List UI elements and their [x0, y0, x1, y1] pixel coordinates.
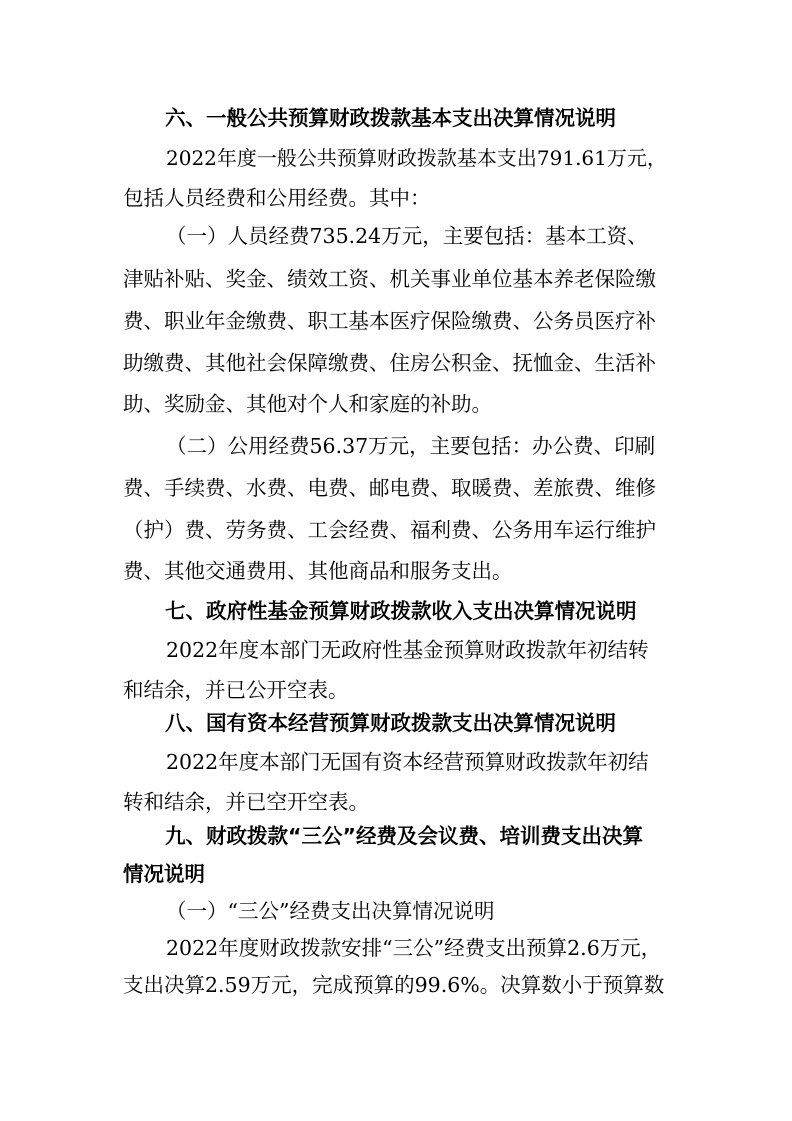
section-6-para2-line3: 费、职业年金缴费、职工基本医疗保险缴费、公务员医疗补 [123, 309, 656, 333]
section-6-para3-line4: 费、其他交通费用、其他商品和服务支出。 [123, 559, 513, 583]
section-8-line1: 2022年度本部门无国有资本经营预算财政拨款年初结 [166, 750, 649, 774]
section-6-para1-line2: 包括人员经费和公用经费。其中： [123, 186, 431, 210]
section-6-para3-line2: 费、手续费、水费、电费、邮电费、取暖费、差旅费、维修 [123, 476, 656, 500]
section-9-heading-line1: 九、财政拨款“三公”经费及会议费、培训费支出决算 [165, 824, 643, 848]
section-9-line2: 支出决算2.59万元，完成预算的99.6%。决算数小于预算数 [123, 973, 665, 997]
section-6-heading: 六、一般公共预算财政拨款基本支出决算情况说明 [165, 106, 616, 130]
section-6-para2-line2: 津贴补贴、奖金、绩效工资、机关事业单位基本养老保险缴 [123, 267, 656, 291]
section-9-heading-line2: 情况说明 [123, 862, 205, 886]
section-6-para1-line1: 2022年度一般公共预算财政拨款基本支出791.61万元， [166, 146, 667, 170]
section-6-para3-line3: （护）费、劳务费、工会经费、福利费、公务用车运行维护 [123, 518, 656, 542]
section-6-para2-line5: 助、奖励金、其他对个人和家庭的补助。 [123, 392, 492, 416]
section-9-subheading: （一）“三公”经费支出决算情况说明 [166, 899, 495, 923]
section-9-line1: 2022年度财政拨款安排“三公”经费支出预算2.6万元， [166, 936, 662, 960]
section-7-line2: 和结余，并已公开空表。 [123, 678, 349, 702]
section-7-line1: 2022年度本部门无政府性基金预算财政拨款年初结转 [166, 638, 649, 662]
section-8-heading: 八、国有资本经营预算财政拨款支出决算情况说明 [165, 711, 616, 735]
section-6-para2-line1: （一）人员经费735.24万元，主要包括：基本工资、 [166, 224, 648, 248]
section-7-heading: 七、政府性基金预算财政拨款收入支出决算情况说明 [165, 599, 637, 623]
section-6-para2-line4: 助缴费、其他社会保障缴费、住房公积金、抚恤金、生活补 [123, 351, 656, 375]
section-8-line2: 转和结余，并已空开空表。 [123, 790, 369, 814]
section-6-para3-line1: （二）公用经费56.37万元，主要包括：办公费、印刷 [166, 434, 656, 458]
